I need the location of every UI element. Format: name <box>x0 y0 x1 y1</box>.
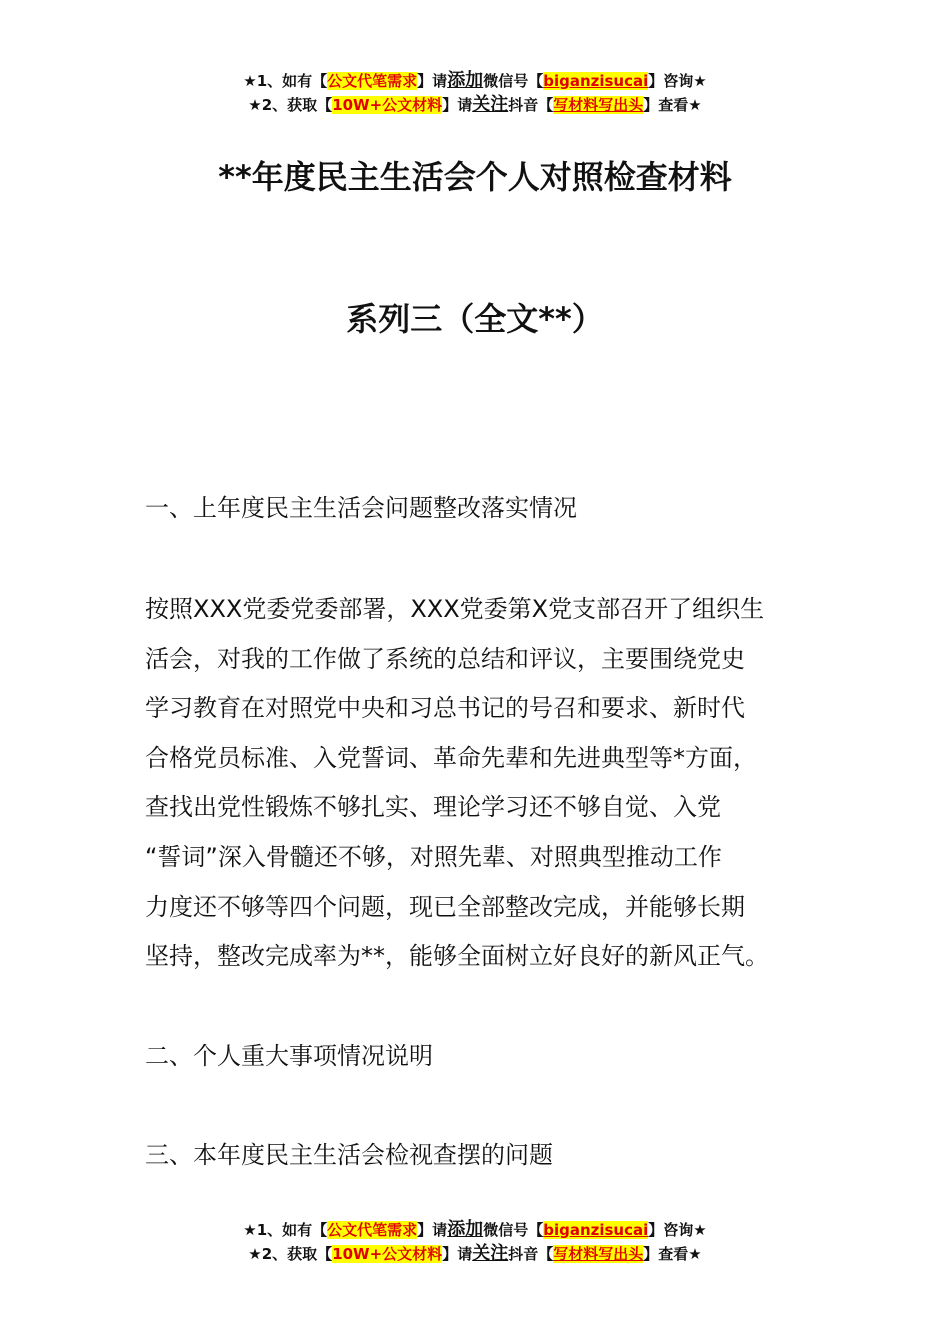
paragraph-line: 查找出党性锻炼不够扎实、理论学习还不够自觉、入党 <box>145 793 721 822</box>
text: 】咨询★ <box>648 1221 707 1239</box>
doc-title-line-2: 系列三（全文**） <box>346 300 604 338</box>
text: 抖音【 <box>508 96 554 114</box>
paragraph-line: 合格党员标准、入党誓词、革命先辈和先进典型等*方面， <box>145 743 757 772</box>
promo-line-1 <box>0 1218 950 1242</box>
paragraph-line: 坚持，整改完成率为**，能够全面树立好良好的新风正气。 <box>145 942 769 971</box>
douyin-id: 写材料写出头 <box>553 1245 644 1263</box>
doc-title-line-1: **年度民主生活会个人对照检查材料 <box>218 158 732 196</box>
underlined-text: 添加 <box>447 70 484 91</box>
section-heading-3: 三、本年度民主生活会检视查摆的问题 <box>145 1141 553 1169</box>
underlined-text: 添加 <box>447 1219 484 1240</box>
paragraph-line: 按照XXX党委党委部署，XXX党委第X党支部召开了组织生 <box>145 595 765 623</box>
underlined-text: 关注 <box>472 1243 509 1264</box>
text: ★2、获取【 <box>248 1245 333 1263</box>
underlined-text: 关注 <box>472 94 509 115</box>
highlight-text: 公文代笔需求 <box>327 72 418 90</box>
wechat-id: biganzisucai <box>543 72 649 90</box>
text: 】查看★ <box>643 1245 702 1263</box>
promo-line-1 <box>0 69 950 93</box>
section-heading-2: 二、个人重大事项情况说明 <box>145 1042 433 1070</box>
text: ★1、如有【 <box>243 72 328 90</box>
text: ★2、获取【 <box>248 96 333 114</box>
text: ★1、如有【 <box>243 1221 328 1239</box>
paragraph-line: 活会，对我的工作做了系统的总结和评议，主要围绕党史 <box>145 644 745 673</box>
text: 】咨询★ <box>648 72 707 90</box>
wechat-id: biganzisucai <box>543 1221 649 1239</box>
promo-line-2 <box>0 1242 950 1266</box>
section-heading-1: 一、上年度民主生活会问题整改落实情况 <box>145 494 577 522</box>
text: 】请 <box>442 1245 473 1263</box>
text: 】请 <box>417 72 448 90</box>
text: 抖音【 <box>508 1245 554 1263</box>
promo-line-2 <box>0 93 950 117</box>
highlight-text: 10W+公文材料 <box>332 1245 443 1263</box>
text: 微信号【 <box>483 72 544 90</box>
promo-banner-top <box>0 69 950 117</box>
text: 】查看★ <box>643 96 702 114</box>
paragraph-line: 力度还不够等四个问题，现已全部整改完成，并能够长期 <box>145 892 745 921</box>
paragraph-line: 学习教育在对照党中央和习总书记的号召和要求、新时代 <box>145 694 745 723</box>
highlight-text: 公文代笔需求 <box>327 1221 418 1239</box>
douyin-id: 写材料写出头 <box>553 96 644 114</box>
text: 微信号【 <box>483 1221 544 1239</box>
promo-banner-bottom <box>0 1218 950 1266</box>
paragraph-line: “誓词”深入骨髓还不够，对照先辈、对照典型推动工作 <box>145 843 722 871</box>
text: 】请 <box>417 1221 448 1239</box>
text: 】请 <box>442 96 473 114</box>
highlight-text: 10W+公文材料 <box>332 96 443 114</box>
